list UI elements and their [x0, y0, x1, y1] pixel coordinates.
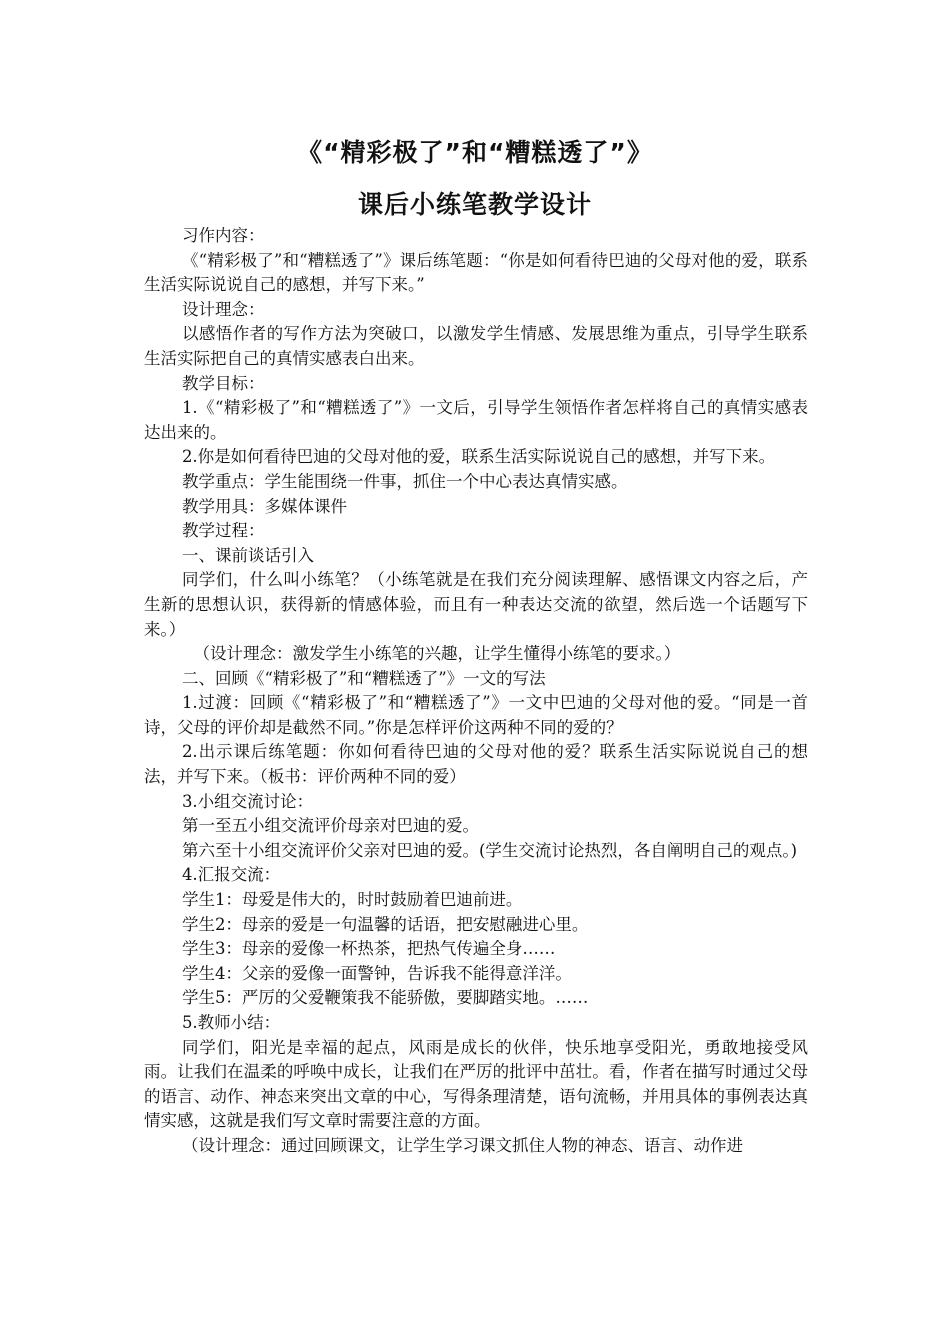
section-heading: 一、课前谈话引入 — [181, 545, 314, 565]
student-answer: 学生5：严厉的父爱鞭策我不能骄傲，要脚踏实地。…… — [181, 988, 589, 1008]
section-heading-goals: 教学目标： — [181, 373, 265, 393]
paragraph: 教学用具：多媒体课件 — [181, 496, 347, 516]
section-heading-concept: 设计理念： — [181, 299, 265, 319]
paragraph: 2.出示课后练笔题：你如何看待巴迪的父母对他的爱？联系生活实际说说自己的想法，并写下来。（板书：评价两种不同的爱） — [144, 742, 808, 787]
document-subtitle: 课后小练笔教学设计 — [357, 190, 592, 219]
paragraph: 2.你是如何看待巴迪的父母对他的爱，联系生活实际说说自己的感想，并写下来。 — [181, 447, 776, 467]
design-note: （设计理念：通过回顾课文，让学生学习课文抓住人物的神态、语言、动作进 — [181, 1135, 743, 1155]
paragraph: 4.汇报交流： — [181, 865, 281, 885]
section-heading: 二、回顾《“精彩极了”和“糟糕透了”》一文的写法 — [181, 668, 546, 688]
student-answer: 学生2：母亲的爱是一句温馨的话语，把安慰融进心里。 — [181, 914, 589, 934]
student-answer: 学生3：母亲的爱像一杯热茶，把热气传遍全身…… — [181, 939, 556, 959]
paragraph: 教学重点：学生能围绕一件事，抓住一个中心表达真情实感。 — [181, 471, 628, 491]
section-heading-content: 习作内容： — [181, 226, 265, 245]
paragraph: 第六至十小组交流评价父亲对巴迪的爱。(学生交流讨论热烈，各自阐明自己的观点。) — [181, 840, 798, 860]
document-title: 《“精彩极了”和“糟糕透了”》 — [297, 138, 653, 167]
paragraph: 同学们，阳光是幸福的起点，风雨是成长的伙伴，快乐地享受阳光，勇敢地接受风雨。让我们在温柔的呼唤中成长，让我们在严厉的批评中茁壮。看，作者在描写时通过父母的语言、动作、神态来突出文章的中心，写得条理清楚，语句流畅，并用具体的事例表达真情实感，这就是我们写文章时需要注意的方面。 — [144, 1037, 808, 1131]
paragraph: 5.教师小结： — [181, 1013, 281, 1032]
paragraph: 第一至五小组交流评价母亲对巴迪的爱。 — [181, 816, 479, 836]
paragraph: 1.过渡：回顾《“精彩极了”和“糟糕透了”》一文中巴迪的父母对他的爱。“同是一首诗，父母的评价却是截然不同。”你是怎样评价这两种不同的爱的？ — [144, 693, 808, 737]
paragraph: 1.《“精彩极了”和“糟糕透了”》一文后，引导学生领悟作者怎样将自己的真情实感表达出来的。 — [144, 398, 808, 442]
student-answer: 学生1：母爱是伟大的，时时鼓励着巴迪前进。 — [181, 890, 523, 910]
paragraph: 以感悟作者的写作方法为突破口，以激发学生情感、发展思维为重点，引导学生联系生活实际把自己的真情实感表白出来。 — [144, 324, 808, 368]
document-body — [144, 224, 808, 1159]
paragraph: 同学们，什么叫小练笔？（小练笔就是在我们充分阅读理解、感悟课文内容之后，产生新的思想认识，获得新的情感体验，而且有一种表达交流的欲望，然后选一个话题写下来。） — [144, 570, 808, 639]
design-note: （设计理念：激发学生小练笔的兴趣，让学生懂得小练笔的要求。） — [193, 644, 681, 664]
section-heading-process: 教学过程： — [181, 521, 265, 541]
paragraph: 《“精彩极了”和“糟糕透了”》课后练笔题：“你是如何看待巴迪的父母对他的爱，联系生活实际说说自己的感想，并写下来。” — [144, 250, 808, 295]
student-answer: 学生4：父亲的爱像一面警钟，告诉我不能得意洋洋。 — [181, 963, 572, 983]
paragraph: 3.小组交流讨论： — [181, 791, 314, 811]
